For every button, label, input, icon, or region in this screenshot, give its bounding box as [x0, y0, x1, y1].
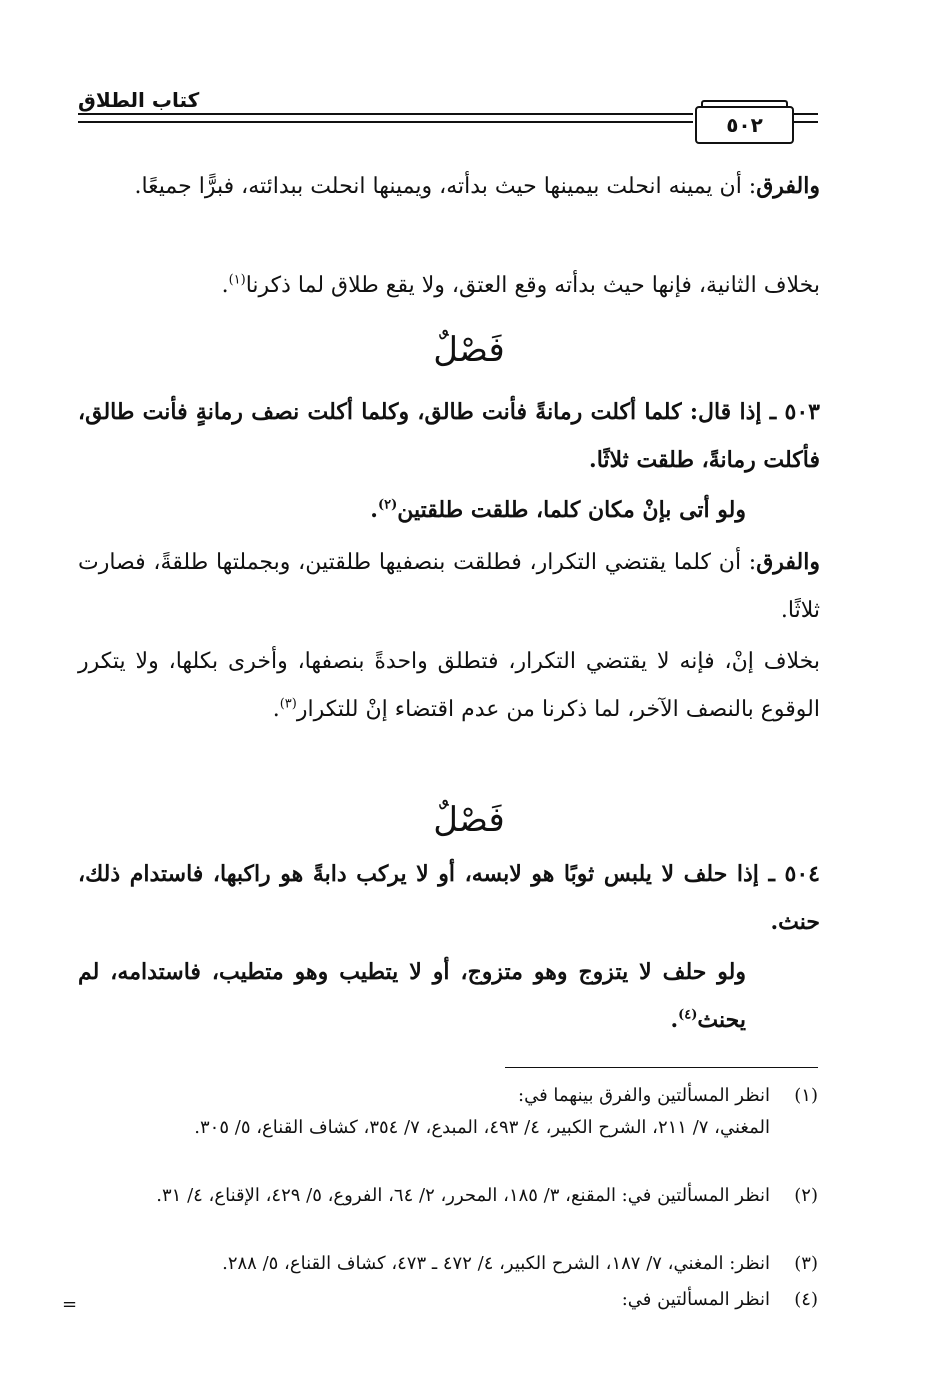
header-rule-right-bottom [793, 121, 818, 123]
issue-503-variant: ولو أتى بإنْ مكان كلما، طلقت طلقتين$^{(٢)}$. [370, 497, 746, 523]
footnote-ref[interactable]: (٣) [279, 696, 297, 712]
section-heading-fasl: فَصْلٌ [433, 330, 505, 370]
footnote-number: (١) [794, 1085, 818, 1106]
footnote-separator [505, 1067, 818, 1068]
footnote-number: (٢) [794, 1185, 818, 1206]
paragraph-text: : أن كلما يقتضي التكرار، فطلقت بنصفيها طلقتين، وبجملتها طلقةً، فصارت ثلاثًا. [78, 550, 820, 623]
page-number: ٥٠٢ [726, 113, 763, 137]
paragraph-difference-2 [78, 538, 820, 635]
lead-word: والفرق [756, 549, 820, 575]
issue-503 [78, 388, 820, 484]
issue-number: ٥٠٤ ـ [768, 861, 820, 887]
footnote-ref[interactable]: (٢) [377, 497, 398, 513]
page-number-box [695, 106, 794, 144]
issue-504-variant: ولو حلف لا يتزوج وهو متزوج، أو لا يتطيب وهو متطيب، فاستدامه، لم يحنث$^{(٤)}$. [78, 959, 746, 1033]
lead-word: والفرق [756, 173, 820, 199]
footnote-text: انظر المسألتين والفرق بينهما في: [518, 1085, 770, 1106]
issue-number: ٥٠٣ ـ [769, 399, 820, 425]
paragraph-text: بخلاف إنْ، فإنه لا يقتضي التكرار، فتطلق واحدةً بنصفها، وأخرى بكلها، ولا يتكرر الوقوع بالنصف الآخر، لما ذكرنا من عدم اقتضاء إنْ للتكرار [78, 649, 820, 722]
footnote-number: (٤) [794, 1289, 818, 1310]
footnote-ref[interactable]: (٤) [678, 1007, 698, 1023]
header-rule-top [78, 113, 693, 115]
footnote-ref[interactable]: (١) [228, 272, 246, 288]
footnote-2 [78, 1180, 818, 1212]
section-heading-fasl: فَصْلٌ [433, 800, 505, 840]
issue-text: إذا حلف لا يلبس ثوبًا هو لابسه، أو لا يركب دابةً هو راكبها، فاستدام ذلك، حنث. [78, 861, 820, 935]
footnote-3 [78, 1248, 818, 1280]
footnote-1 [78, 1080, 818, 1144]
continuation-mark: = [62, 1294, 78, 1315]
header-rule-bottom [78, 121, 693, 123]
paragraph-contrast-1: بخلاف الثانية، فإنها حيث بدأته وقع العتق، ولا يقع طلاق لما ذكرنا$^{(١)}$. [221, 272, 820, 298]
footnote-text-cont: المغني، ٧/ ٢١١، الشرح الكبير، ٤/ ٤٩٣، المبدع، ٧/ ٣٥٤، كشاف القناع، ٥/ ٣٠٥. [194, 1117, 770, 1138]
footnote-text: انظر المسألتين في: [621, 1289, 770, 1310]
paragraph-contrast-2: بخلاف إنْ، فإنه لا يقتضي التكرار، فتطلق واحدةً بنصفها، وأخرى بكلها، ولا يتكرر الوقوع بالنصف الآخر، لما ذكرنا من عدم اقتضاء إنْ للتكرار$^{(٣)}$. [78, 649, 820, 722]
footnote-number: (٣) [794, 1253, 818, 1274]
paragraph-text: بخلاف الثانية، فإنها حيث بدأته وقع العتق، ولا يقع طلاق لما ذكرنا [245, 273, 820, 298]
footnote-text: انظر المسألتين في: المقنع، ٣/ ١٨٥، المحرر، ٢/ ٦٤، الفروع، ٥/ ٤٢٩، الإقناع، ٤/ ٣١. [156, 1185, 770, 1206]
header-rule-right-top [793, 113, 818, 115]
footnote-text: انظر: المغني، ٧/ ١٨٧، الشرح الكبير، ٤/ ٤٧٢ ـ ٤٧٣، كشاف القناع، ٥/ ٢٨٨. [222, 1253, 770, 1274]
paragraph-difference-1 [80, 162, 820, 211]
issue-504 [78, 850, 820, 946]
footnote-4 [78, 1284, 818, 1316]
running-header-title: كتاب الطلاق [78, 88, 200, 112]
issue-text: ولو أتى بإنْ مكان كلما، طلقت طلقتين [397, 497, 746, 523]
issue-text: ولو حلف لا يتزوج وهو متزوج، أو لا يتطيب وهو متطيب، فاستدامه، لم يحنث [78, 959, 746, 1033]
paragraph-text: : أن يمينه انحلت بيمينها حيث بدأته، ويمينها انحلت ببدائته، فبرًّا جميعًا. [134, 174, 757, 199]
issue-text: إذا قال: كلما أكلت رمانةً فأنت طالق، وكلما أكلت نصف رمانةٍ فأنت طالق، فأكلت رمانةً، طلقت ثلاثًا. [78, 399, 820, 473]
